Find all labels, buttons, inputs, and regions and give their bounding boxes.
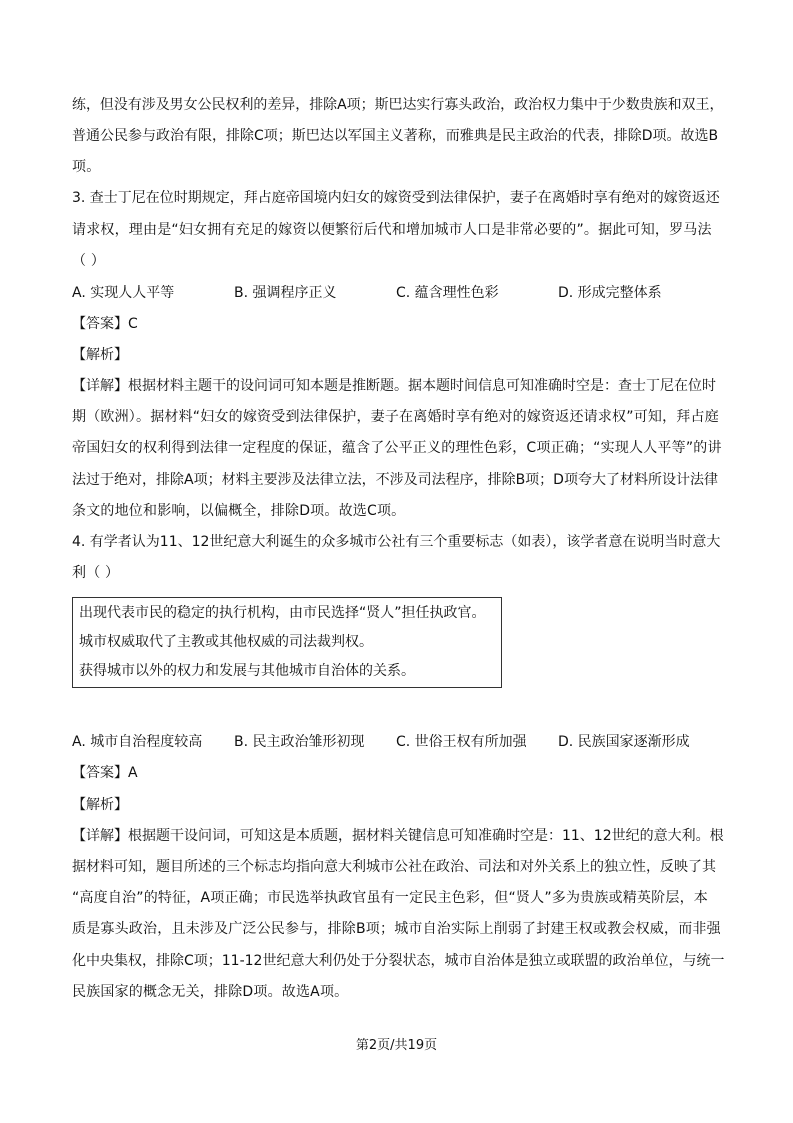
q4-table-row: 出现代表市民的稳定的执行机构，由市民选择“贤人”担任执政官。 (79, 605, 486, 621)
q4-option-d: D. 民族国家逐渐形成 (558, 734, 690, 750)
q3-option-d: D. 形成完整体系 (558, 285, 662, 301)
page-number-footer: 第2页/共19页 (355, 1038, 438, 1053)
q4-answer: 【答案】A (72, 765, 138, 781)
continuation-line: 普通公民参与政治有限，排除C项；斯巴达以军国主义著称，而雅典是民主政治的代表，排除D项。故选B (72, 128, 719, 144)
q3-answer: 【答案】C (72, 316, 138, 332)
q4-option-b: B. 民主政治雏形初现 (234, 734, 365, 750)
q4-detail-line: “高度自治”的特征，A项正确；市民选举执政官虽有一定民主色彩，但“贤人”多为贵族或精英阶层，本 (72, 890, 708, 906)
q4-table-row: 获得城市以外的权力和发展与其他城市自治体的关系。 (79, 663, 415, 679)
continuation-line: 项。 (72, 159, 101, 175)
q3-detail-line: 【详解】根据材料主题干的设问词可知本题是推断题。据本题时间信息可知准确时空是：查士丁尼在位时 (72, 378, 716, 394)
q3-detail-line: 条文的地位和影响，以偏概全，排除D项。故选C项。 (72, 503, 406, 519)
q3-detail-line: 期（欧洲）。据材料“妇女的嫁资受到法律保护，妻子在离婚时享有绝对的嫁资返还请求权”可知，拜占庭 (72, 409, 719, 425)
q3-option-b: B. 强调程序正义 (234, 285, 337, 301)
q4-analysis-label: 【解析】 (72, 797, 128, 813)
q4-detail-line: 民族国家的概念无关，排除D项。故选A项。 (72, 984, 349, 1000)
q3-stem-line: 3. 查士丁尼在位时期规定，拜占庭帝国境内妇女的嫁资受到法律保护，妻子在离婚时享有绝对的嫁资返还 (72, 190, 720, 206)
q3-detail-line: 帝国妇女的权利得到法律一定程度的保证，蕴含了公平正义的理性色彩，C项正确；“实现人人平等”的讲 (72, 440, 722, 456)
continuation-line: 练，但没有涉及男女公民权利的差异，排除A项；斯巴达实行寡头政治，政治权力集中于少数贵族和双王， (72, 97, 724, 113)
q4-options (72, 732, 724, 752)
q4-option-c: C. 世俗王权有所加强 (396, 734, 527, 750)
q4-material-table (72, 597, 502, 688)
q3-options (72, 283, 724, 303)
q3-option-a: A. 实现人人平等 (72, 285, 175, 301)
q3-stem-line: （ ） (72, 253, 106, 269)
q3-stem-line: 请求权，理由是“妇女拥有充足的嫁资以便繁衍后代和增加城市人口是非常必要的”。据此可知，罗马法 (72, 222, 712, 238)
q4-detail-line: 【详解】根据题干设问词，可知这是本质题，据材料关键信息可知准确时空是：11、12世纪的意大利。根 (72, 828, 724, 844)
q3-analysis-label: 【解析】 (72, 347, 128, 363)
q4-detail-line: 据材料可知，题目所述的三个标志均指向意大利城市公社在政治、司法和对外关系上的独立性，反映了其 (72, 859, 716, 875)
q4-table-row: 城市权威取代了主教或其他权威的司法裁判权。 (79, 634, 373, 650)
q4-stem-line: 利（ ） (72, 565, 120, 581)
q4-option-a: A. 城市自治程度较高 (72, 734, 203, 750)
q4-detail-line: 质是寡头政治，且未涉及广泛公民参与，排除B项；城市自治实际上削弱了封建王权或教会权威，而非强 (72, 921, 721, 937)
q3-option-c: C. 蕴含理性色彩 (396, 285, 499, 301)
q4-detail-line: 化中央集权，排除C项；11-12世纪意大利仍处于分裂状态，城市自治体是独立或联盟的政治单位，与统一 (72, 953, 725, 969)
q4-stem-line: 4. 有学者认为11、12世纪意大利诞生的众多城市公社有三个重要标志（如表），该学者意在说明当时意大 (72, 534, 721, 550)
q3-detail-line: 法过于绝对，排除A项；材料主要涉及法律立法，不涉及司法程序，排除B项；D项夸大了材料所设计法律 (72, 472, 718, 488)
